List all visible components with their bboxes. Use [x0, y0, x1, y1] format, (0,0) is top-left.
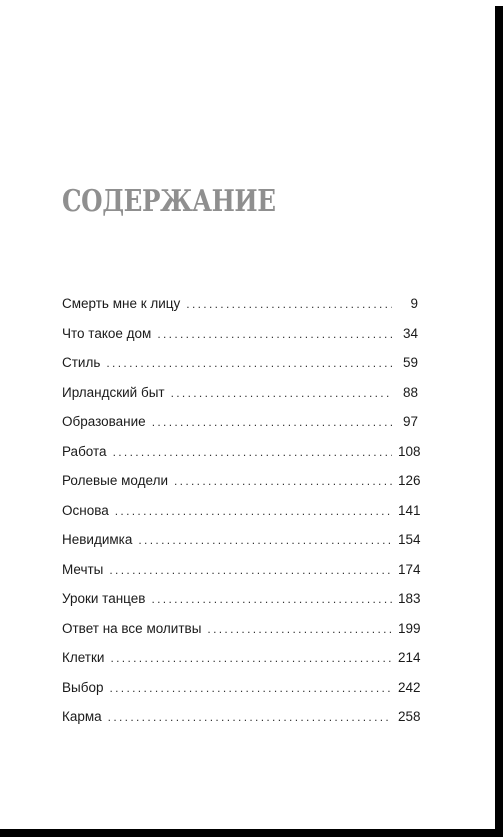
- toc-entry-page: 141: [398, 502, 421, 518]
- toc-entry-label: Невидимка: [62, 532, 133, 547]
- toc-entry-page: 199: [398, 620, 421, 636]
- toc-dot-leader: [171, 386, 392, 400]
- page-shadow-right: [495, 6, 503, 837]
- toc-entry-page: 214: [398, 650, 421, 665]
- toc-dot-leader: [174, 474, 392, 488]
- toc-entry-page: 154: [398, 532, 421, 547]
- toc-dot-leader: [186, 297, 392, 311]
- toc-entry: [62, 473, 421, 503]
- toc-entry-label: Образование: [62, 414, 146, 429]
- toc-entry: [62, 591, 421, 621]
- toc-entry: [62, 679, 421, 710]
- toc-entry-label: Ответ на все молитвы: [62, 620, 202, 636]
- toc-entry-page: 183: [398, 591, 421, 606]
- toc-dot-leader: [109, 681, 392, 695]
- toc-entry: [62, 561, 421, 592]
- toc-entry-page: 59: [402, 355, 418, 370]
- toc-entry-page: 34: [402, 325, 418, 341]
- toc-entry-label: Ролевые модели: [62, 473, 168, 488]
- toc-entry-label: Что такое дом: [62, 325, 152, 341]
- toc-entry-label: Уроки танцев: [62, 591, 146, 606]
- toc-dot-leader: [115, 504, 392, 518]
- toc-dot-leader: [151, 592, 392, 606]
- toc-dot-leader: [152, 415, 392, 429]
- table-of-contents: [62, 296, 421, 739]
- toc-dot-leader: [157, 327, 392, 341]
- page-shadow-bottom: [0, 829, 503, 837]
- toc-entry-label: Карма: [62, 709, 102, 724]
- toc-entry-page: 242: [398, 679, 421, 695]
- toc-entry-page: 97: [402, 414, 418, 429]
- page-title: СОДЕРЖАНИЕ: [62, 184, 276, 219]
- toc-entry-label: Клетки: [62, 650, 105, 665]
- toc-entry-page: 126: [398, 473, 421, 488]
- toc-entry-label: Работа: [62, 443, 107, 459]
- toc-entry: [62, 650, 421, 680]
- toc-entry: [62, 414, 418, 444]
- toc-entry: [62, 532, 421, 562]
- toc-dot-leader: [113, 445, 392, 459]
- toc-entry: [62, 709, 421, 739]
- toc-entry-page: 88: [402, 384, 418, 400]
- toc-entry: [62, 296, 418, 326]
- toc-dot-leader: [110, 651, 392, 665]
- toc-entry: [62, 355, 418, 385]
- toc-entry-label: Смерть мне к лицу: [62, 296, 181, 311]
- toc-dot-leader: [108, 710, 392, 724]
- toc-dot-leader: [207, 622, 392, 636]
- toc-entry: [62, 326, 418, 356]
- toc-entry-page: 258: [398, 709, 421, 724]
- toc-entry-label: Мечты: [62, 561, 104, 577]
- toc-entry: [62, 385, 418, 415]
- toc-entry-page: 9: [410, 296, 418, 311]
- toc-dot-leader: [109, 563, 392, 577]
- toc-dot-leader: [106, 356, 392, 370]
- toc-entry: [62, 502, 421, 533]
- toc-entry: [62, 443, 421, 474]
- toc-entry-label: Стиль: [62, 355, 101, 370]
- toc-entry-page: 108: [398, 443, 421, 459]
- toc-entry-label: Выбор: [62, 679, 104, 695]
- toc-entry-label: Основа: [62, 502, 109, 518]
- toc-dot-leader: [138, 533, 392, 547]
- toc-entry: [62, 620, 421, 651]
- toc-entry-label: Ирландский быт: [62, 384, 165, 400]
- toc-entry-page: 174: [398, 561, 421, 577]
